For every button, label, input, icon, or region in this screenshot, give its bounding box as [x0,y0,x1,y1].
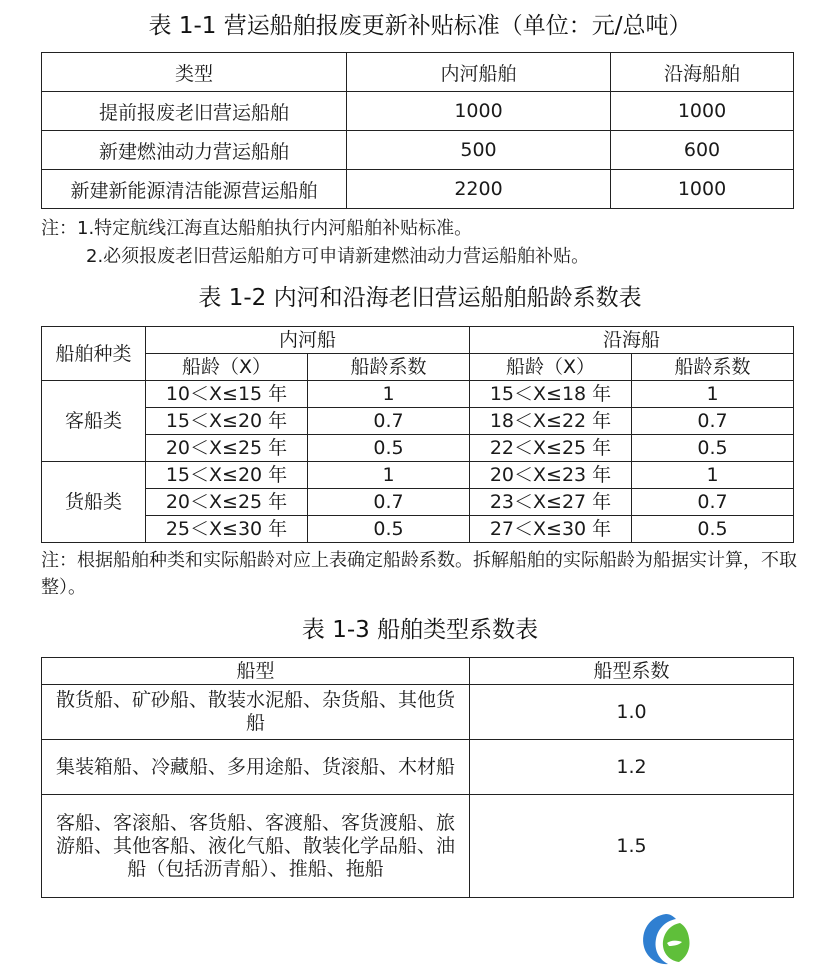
group-label: 货船类 [42,462,146,543]
table-cell: 0.5 [308,435,470,462]
table-cell: 10＜X≤15 年 [146,381,308,408]
table-cell: 25＜X≤30 年 [146,516,308,543]
table-cell: 18＜X≤22 年 [470,408,632,435]
table-cell: 20＜X≤23 年 [470,462,632,489]
table1-note-1: 注：1.特定航线江海直达船舶执行内河船舶补贴标准。 [41,218,473,239]
table-cell: 1000 [611,170,794,209]
table-row [42,740,794,795]
table-cell: 15＜X≤20 年 [146,462,308,489]
table-cell: 1.5 [470,795,794,898]
table-cell: 0.7 [308,489,470,516]
table-row [42,489,794,516]
table-cell: 23＜X≤27 年 [470,489,632,516]
subsidy-standard-table [41,52,794,209]
column-header-inland: 内河船 [146,327,470,354]
table-cell: 1.2 [470,740,794,795]
table-row [42,685,794,740]
column-header-ship-type: 船舶种类 [42,327,146,381]
table-cell: 0.5 [632,516,794,543]
table-row [42,408,794,435]
table-cell: 集装箱船、冷藏船、多用途船、货滚船、木材船 [42,740,470,795]
table-cell: 1000 [611,92,794,131]
table-row [42,381,794,408]
table-row [42,92,794,131]
table-cell: 客船、客滚船、客货船、客渡船、客货渡船、旅游船、其他客船、液化气船、散装化学品船、油船（包括沥青船）、推船、拖船 [42,795,470,898]
table-cell: 0.7 [308,408,470,435]
table-cell: 500 [347,131,611,170]
column-header: 沿海船舶 [611,53,794,92]
table-row [42,795,794,898]
table-cell: 2200 [347,170,611,209]
table-cell: 1.0 [470,685,794,740]
column-header: 船型系数 [470,658,794,685]
table-cell: 散货船、矿砂船、散装水泥船、杂货船、其他货船 [42,685,470,740]
table-cell: 提前报废老旧营运船舶 [42,92,347,131]
ship-type-coefficient-table [41,657,794,898]
table-cell: 15＜X≤18 年 [470,381,632,408]
table1-title: 表 1-1 营运船舶报废更新补贴标准（单位：元/总吨） [148,13,692,39]
ship-age-coefficient-table [41,326,794,543]
table-header-row [42,327,794,354]
table-cell: 22＜X≤25 年 [470,435,632,462]
table-row [42,462,794,489]
column-header-coefficient: 船龄系数 [308,354,470,381]
table-cell: 1 [632,462,794,489]
table-cell: 0.5 [308,516,470,543]
table-cell: 20＜X≤25 年 [146,435,308,462]
table-cell: 1000 [347,92,611,131]
table-header-row [42,658,794,685]
table2-note: 注：根据船舶种类和实际船龄对应上表确定船龄系数。拆解船舶的实际船龄为船据实计算，不取整）。 [41,550,797,598]
table1-note-2: 2.必须报废老旧营运船舶方可申请新建燃油动力营运船舶补贴。 [86,246,590,267]
group-label: 客船类 [42,381,146,462]
table-cell: 0.7 [632,408,794,435]
table-cell: 1 [632,381,794,408]
column-header: 类型 [42,53,347,92]
table-cell: 0.5 [632,435,794,462]
table-cell: 新建新能源清洁能源营运船舶 [42,170,347,209]
column-header: 船型 [42,658,470,685]
table-cell: 新建燃油动力营运船舶 [42,131,347,170]
table-subheader-row [42,354,794,381]
table-row [42,435,794,462]
column-header: 内河船舶 [347,53,611,92]
table3-title: 表 1-3 船舶类型系数表 [301,617,539,643]
table-cell: 15＜X≤20 年 [146,408,308,435]
column-header-coastal: 沿海船 [470,327,794,354]
table-row [42,131,794,170]
table-cell: 0.7 [632,489,794,516]
column-header-age: 船龄（X） [146,354,308,381]
table-cell: 1 [308,381,470,408]
table-cell: 27＜X≤30 年 [470,516,632,543]
table2-title: 表 1-2 内河和沿海老旧营运船舶船龄系数表 [198,285,642,311]
green-blue-swirl-logo-icon [636,911,692,967]
table-cell: 1 [308,462,470,489]
table-cell: 20＜X≤25 年 [146,489,308,516]
column-header-coefficient: 船龄系数 [632,354,794,381]
table-cell: 600 [611,131,794,170]
column-header-age: 船龄（X） [470,354,632,381]
table-header-row [42,53,794,92]
table-row [42,516,794,543]
table-row [42,170,794,209]
